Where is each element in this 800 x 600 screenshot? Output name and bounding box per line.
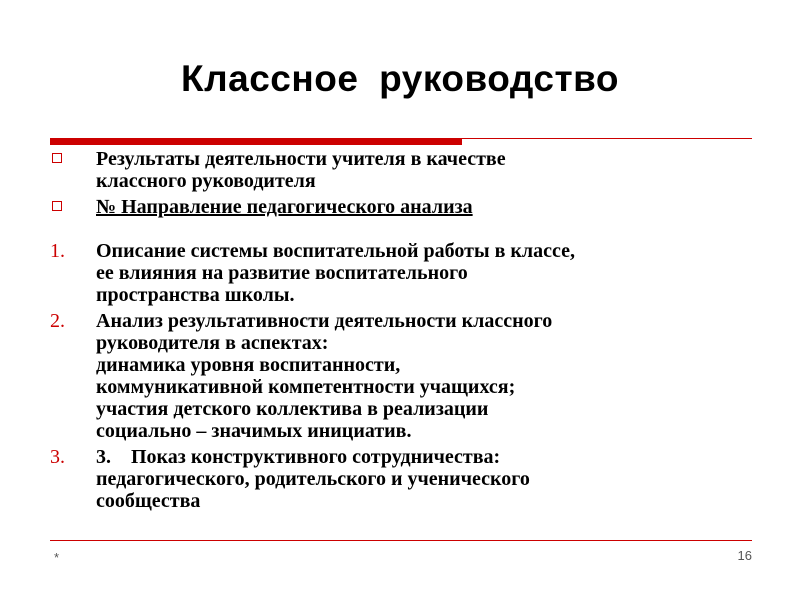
title-underline-thick (50, 138, 462, 145)
footer-marker: * (54, 550, 60, 565)
list-line: руководителя в аспектах: (96, 332, 329, 354)
list-line: Анализ результативности деятельности классного (96, 310, 553, 332)
numbered-item-3 (50, 446, 755, 512)
list-number: 1. (50, 240, 65, 262)
list-line: пространства школы. (96, 284, 295, 306)
list-line: Описание системы воспитательной работы в классе, (96, 240, 576, 262)
list-line: участия детского коллектива в реализации (96, 398, 489, 420)
list-line: сообщества (96, 490, 201, 512)
slide-title: Классное руководство (181, 58, 619, 99)
list-line: динамика уровня воспитанности, (96, 354, 401, 376)
footer-divider (50, 540, 752, 541)
list-line: социально – значимых инициатив. (96, 420, 412, 442)
bullet-item-direction (50, 196, 755, 218)
spacer (50, 222, 755, 240)
numbered-item-2 (50, 310, 755, 442)
bullet-line: Результаты деятельности учителя в качестве (96, 148, 506, 170)
bullet-item-results (50, 148, 755, 192)
bullet-line: № Направление педагогического анализа (96, 196, 473, 218)
list-line: 3. Показ конструктивного сотрудничества: (96, 446, 501, 468)
square-bullet-icon (52, 153, 62, 163)
bullet-line: классного руководителя (96, 170, 316, 192)
square-bullet-icon (52, 201, 62, 211)
list-line: ее влияния на развитие воспитательного (96, 262, 468, 284)
numbered-item-1 (50, 240, 755, 306)
list-number: 2. (50, 310, 65, 332)
list-number: 3. (50, 446, 65, 468)
list-line: педагогического, родительского и ученического (96, 468, 530, 490)
slide-body (50, 148, 755, 516)
list-line: коммуникативной компетентности учащихся; (96, 376, 516, 398)
page-number: 16 (737, 548, 752, 563)
title-underline-thin (462, 138, 752, 139)
